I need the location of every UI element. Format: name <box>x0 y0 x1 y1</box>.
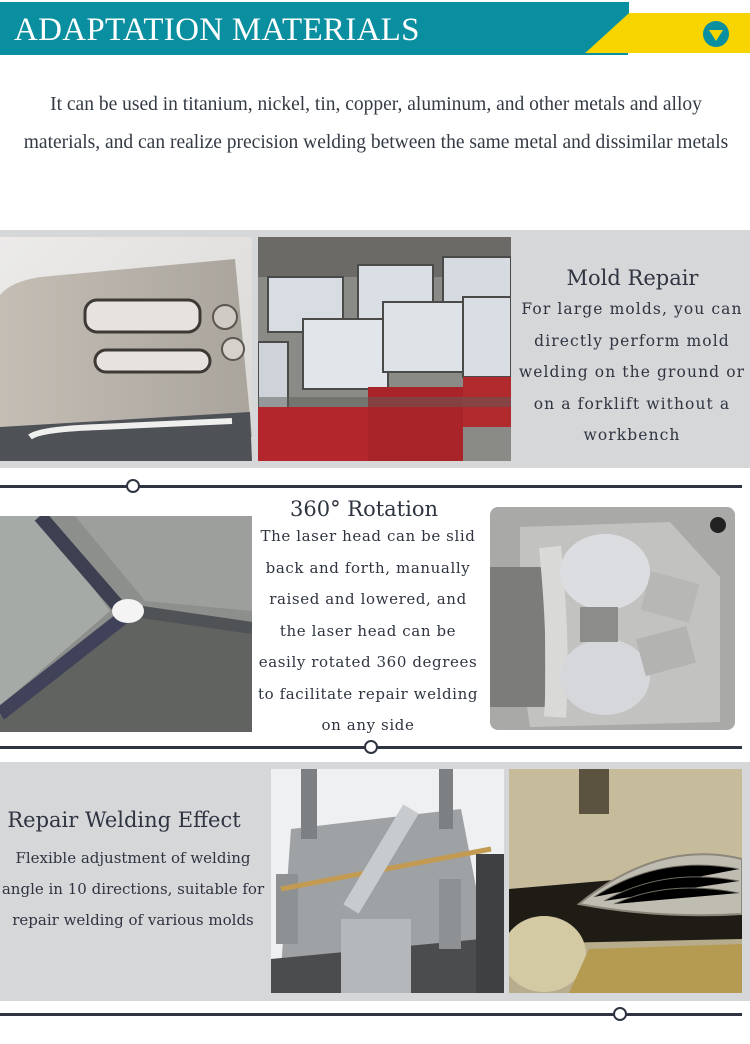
section-title: 360° Rotation <box>290 497 438 521</box>
section-description: For large molds, you can directly perform mold welding on the ground or on a forklift without a workbench <box>518 300 746 444</box>
machined-mold-cavity-photo <box>490 507 735 730</box>
injection-mold-assembly-photo <box>271 769 504 993</box>
section-title: Mold Repair <box>566 266 699 290</box>
page-title: ADAPTATION MATERIALS <box>14 12 420 48</box>
timeline-divider <box>0 1013 742 1016</box>
corner-weld-seam-photo <box>0 516 252 732</box>
welded-metal-plate-photo <box>0 237 252 461</box>
section-description: The laser head can be slid back and forth, manually raised and lowered, and the laser head can be easily rotated 360 degrees to facilitate repair welding on any side <box>257 527 479 734</box>
timeline-divider <box>0 485 742 488</box>
section-title: Repair Welding Effect <box>7 808 241 832</box>
timeline-node-icon <box>126 479 140 493</box>
aluminum-tray-molds-photo <box>258 237 511 461</box>
chevron-down-circle-icon[interactable] <box>703 21 729 47</box>
section-description: Flexible adjustment of welding angle in 10 directions, suitable for repair welding of various molds <box>1 849 265 929</box>
intro-paragraph: It can be used in titanium, nickel, tin, copper, aluminum, and other metals and alloy materials, and can realize precision welding between the same metal and dissimilar metals <box>23 94 729 153</box>
timeline-node-icon <box>364 740 378 754</box>
timeline-node-icon <box>613 1007 627 1021</box>
repaired-weld-bead-photo <box>509 769 742 993</box>
